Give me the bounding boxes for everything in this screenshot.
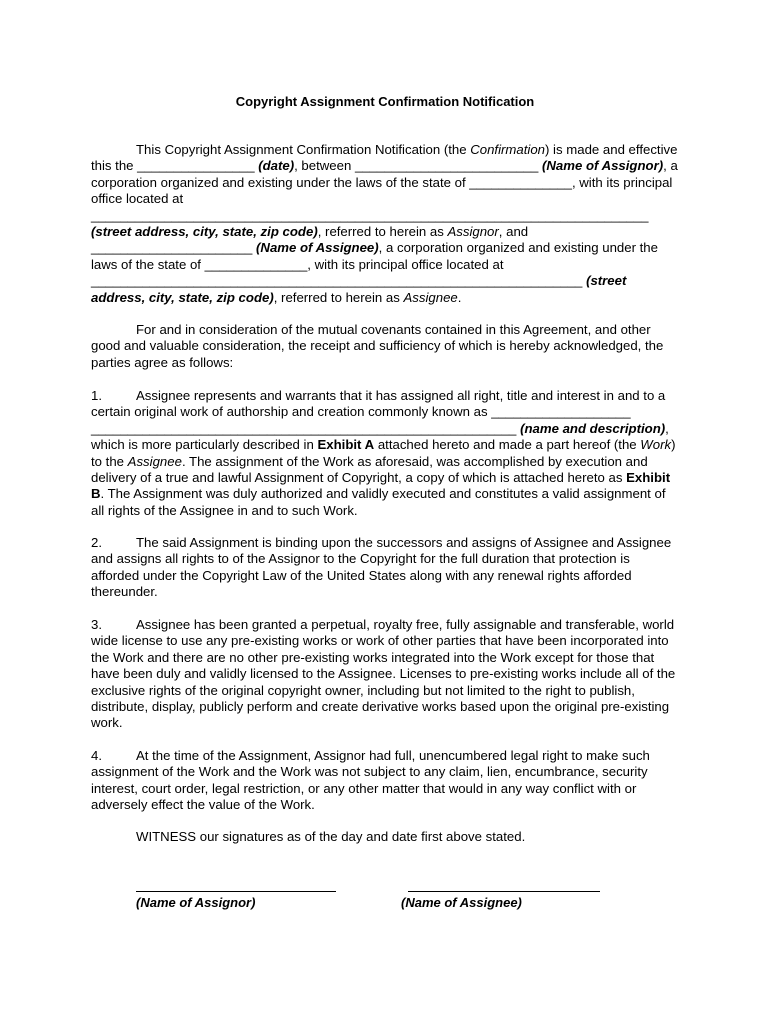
section-4: 4. At the time of the Assignment, Assignor had full, unencumbered legal right to make such assignment of the Work and the Work was not subject to any claim, lien, encumbrance, security interest, court order, legal restriction, or any other matter that would in any way conflict with or adversely effect the value of the Work. xyxy=(91,748,650,813)
section-2: 2. The said Assignment is binding upon the successors and assigns of Assignee and Assignee and assigns all rights to of the Assignor to the Copyright for the full duration that protection is afforded under the Copyright Law of the United States along with any renewal rights afforded thereunder. xyxy=(91,535,672,600)
assignee-signature-label: (Name of Assignee) xyxy=(401,895,522,910)
assignee-signature-line xyxy=(408,891,600,892)
assignor-signature-label: (Name of Assignor) xyxy=(136,895,256,910)
document-page xyxy=(91,0,681,1024)
section-3: 3. Assignee has been granted a perpetual, royalty free, fully assignable and transferable, world wide license to use any pre-existing works or work of other parties that have been incorporated into the Work and there are no other pre-existing works integrated into the Work except for those that have been duly and validly licensed to the Assignee. Licenses to pre-existing works include all of the exclusive rights of the original copyright owner, including but not limited to the right to publish, distribute, display, publicly perform and create derivative works based upon the original pre-existing work. xyxy=(91,617,676,731)
section-1: 1. Assignee represents and warrants that it has assigned all right, title and interest in and to a certain original work of authorship and creation commonly known as ___________________ __________________________________________________________ (name and description), which is more particularly described in Exhibit A attached hereto and made a part hereof (the Work) to the Assignee. The assignment of the Work as aforesaid, was accomplished by execution and delivery of a true and lawful Assignment of Copyright, a copy of which is attached hereto as Exhibit B. The Assignment was duly authorized and validly executed and constitutes a valid assignment of all rights of the Assignee in and to such Work. xyxy=(91,388,676,518)
assignor-signature-line xyxy=(136,891,336,892)
intro-paragraph: This Copyright Assignment Confirmation Notification (the Confirmation) is made and effective this the ________________ (date), between _________________________ (Name of Assignor), a corporation organized and existing under the laws of the state of ______________, with its principal office located at ____________________________________________________________________________ (street address, city, state, zip code), referred to herein as Assignor, and ______________________ (Name of Assignee), a corporation organized and existing under the laws of the state of ______________, with its principal office located at ___________________________________________________________________ (street address, city, state, zip code), referred to herein as Assignee. xyxy=(91,142,678,305)
consideration-paragraph: For and in consideration of the mutual covenants contained in this Agreement, and other good and valuable consideration, the receipt and sufficiency of which is hereby acknowledged, the parties agree as follows: xyxy=(91,322,664,370)
document-title: Copyright Assignment Confirmation Notification xyxy=(235,94,535,109)
witness-statement: WITNESS our signatures as of the day and date first above stated. xyxy=(136,829,526,844)
